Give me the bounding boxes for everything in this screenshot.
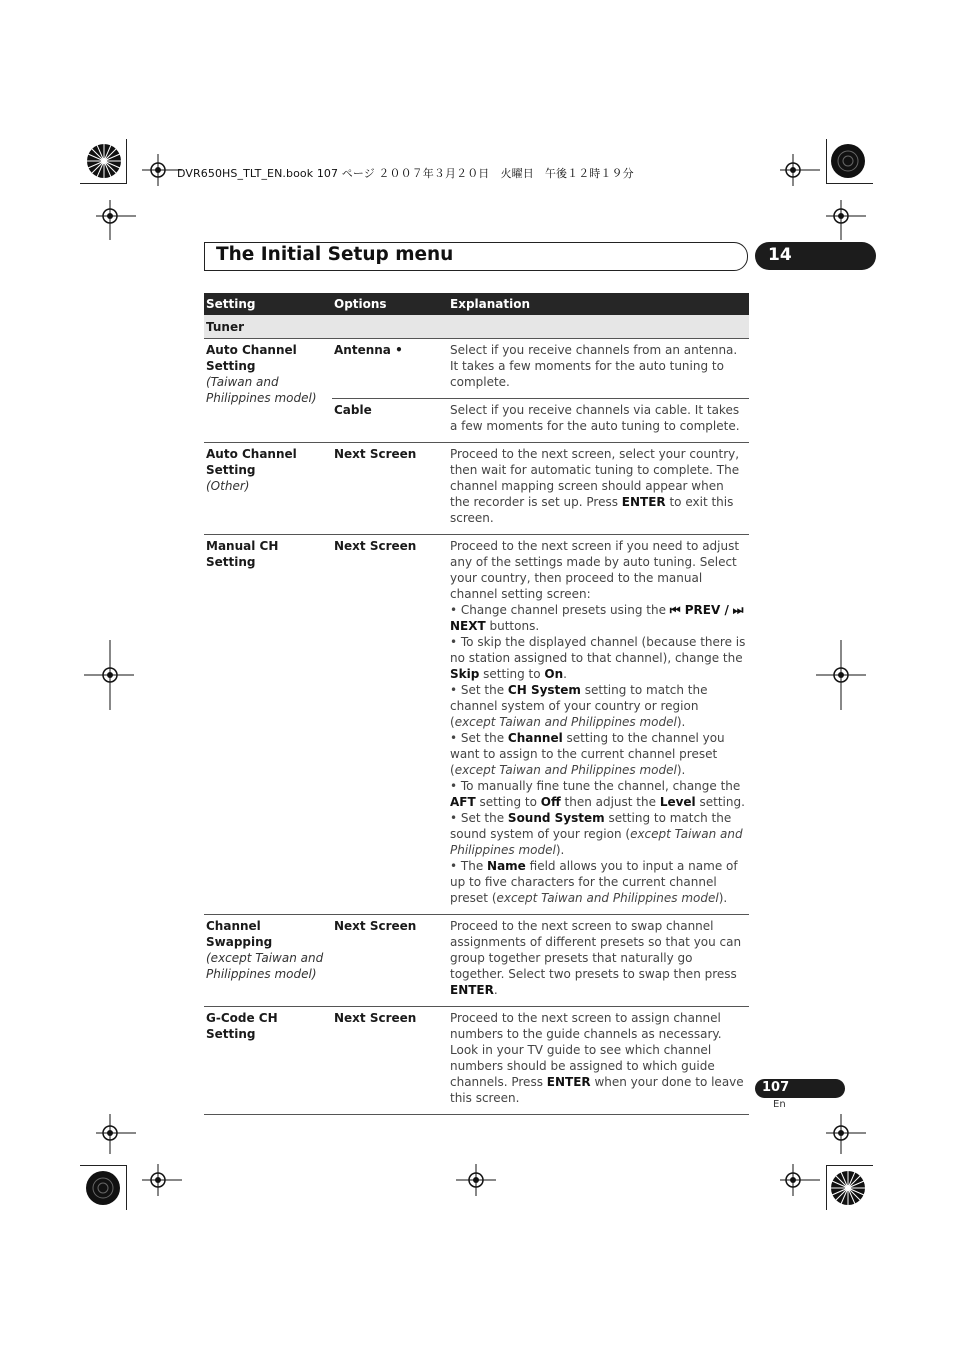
setting-name: Channel Swapping	[206, 919, 273, 949]
page-number-badge	[755, 1079, 845, 1098]
chapter-badge	[755, 242, 876, 270]
crosshair-icon	[84, 640, 134, 710]
explanation-cell: Select if you receive channels from an antenna. It takes a few moments for the auto tuning to complete.	[450, 343, 738, 389]
setting-name: G-Code CH Setting	[206, 1011, 278, 1041]
chapter-number: 14	[768, 245, 792, 265]
table-row	[204, 915, 749, 1007]
crosshair-icon	[816, 640, 866, 710]
option-cell: Antenna •	[334, 343, 403, 357]
section-tuner: Tuner	[204, 315, 749, 339]
setting-cell	[204, 1007, 332, 1115]
option-cell: Next Screen	[332, 915, 448, 1007]
option-cell: Next Screen	[332, 535, 448, 915]
explanation-cell: Proceed to the next screen to assign channel numbers to the guide channels as necessary. Look in your TV guide to see which channel numbers should be assigned to which guide channels. Press ENTER when your done to leave this screen.	[448, 1007, 749, 1115]
crosshair-icon	[142, 150, 182, 190]
crosshair-icon	[456, 1160, 496, 1200]
setting-note: (except Taiwan and Philippines model)	[206, 951, 324, 981]
crosshair-icon	[826, 200, 866, 240]
setting-cell	[204, 339, 332, 443]
crosshair-icon	[780, 1160, 820, 1200]
page-title: The Initial Setup menu	[216, 244, 454, 265]
starburst-icon	[826, 1164, 874, 1212]
table-row	[204, 339, 749, 399]
header-options: Options	[332, 293, 448, 315]
setting-note: (Other)	[206, 479, 250, 493]
table-row	[204, 443, 749, 535]
circle-target-icon	[80, 1164, 128, 1212]
crosshair-icon	[96, 1114, 136, 1154]
crosshair-icon	[826, 1114, 866, 1154]
crosshair-icon	[142, 1160, 182, 1200]
explanation-cell: Select if you receive channels via cable. It takes a few moments for the auto tuning to complete.	[448, 399, 749, 443]
setting-cell	[204, 443, 332, 535]
setting-cell	[204, 535, 332, 915]
section-row	[204, 315, 749, 339]
circle-target-icon	[826, 139, 874, 187]
settings-table	[204, 293, 749, 1115]
explanation-cell: Proceed to the next screen to swap channel assignments of different presets so that you can group together presets that naturally go together. Select two presets to swap then press ENTER.	[448, 915, 749, 1007]
crosshair-icon	[96, 200, 136, 240]
table-row	[204, 1007, 749, 1115]
setting-name: Manual CH Setting	[206, 539, 279, 569]
language-label: En	[773, 1099, 786, 1110]
crosshair-icon	[780, 150, 820, 190]
option-cell: Next Screen	[332, 443, 448, 535]
option-cell: Next Screen	[332, 1007, 448, 1115]
setting-name: Auto Channel Setting	[206, 447, 297, 477]
page-number: 107	[762, 1080, 790, 1095]
setting-cell	[204, 915, 332, 1007]
starburst-icon	[80, 139, 128, 187]
explanation-cell: Proceed to the next screen if you need to adjust any of the settings made by auto tuning. Select your country, then proceed to the manual channel setting screen: • Change channel presets using the ⏮ PREV / ⏭ NEXT buttons. • To skip the displayed channel (because there is no station assigned to that channel), change the Skip setting to On. • Set the CH System setting to match the channel system of your country or region (except Taiwan and Philippines model). • Set the Channel setting to the channel you want to assign to the current channel preset (except Taiwan and Philippines model). • To manually fine tune the channel, change the AFT setting to Off then adjust the Level setting. • Set the Sound System setting to match the sound system of your region (except Taiwan and Philippines model). • The Name field allows you to input a name of up to five characters for the current channel preset (except Taiwan and Philippines model).	[448, 535, 749, 915]
table-header-row	[204, 293, 749, 315]
explanation-cell: Proceed to the next screen, select your country, then wait for automatic tuning to complete. The channel mapping screen should appear when the recorder is set up. Press ENTER to exit this screen.	[448, 443, 749, 535]
header-explanation: Explanation	[448, 293, 749, 315]
table-row	[204, 535, 749, 915]
setting-name: Auto Channel Setting	[206, 343, 297, 373]
setting-note: (Taiwan and Philippines model)	[206, 375, 317, 405]
file-header: DVR650HS_TLT_EN.book 107 ページ ２００７年３月２０日 火曜日 午後１２時１９分	[177, 167, 634, 180]
header-setting: Setting	[204, 293, 332, 315]
option-cell: Cable	[332, 399, 448, 443]
